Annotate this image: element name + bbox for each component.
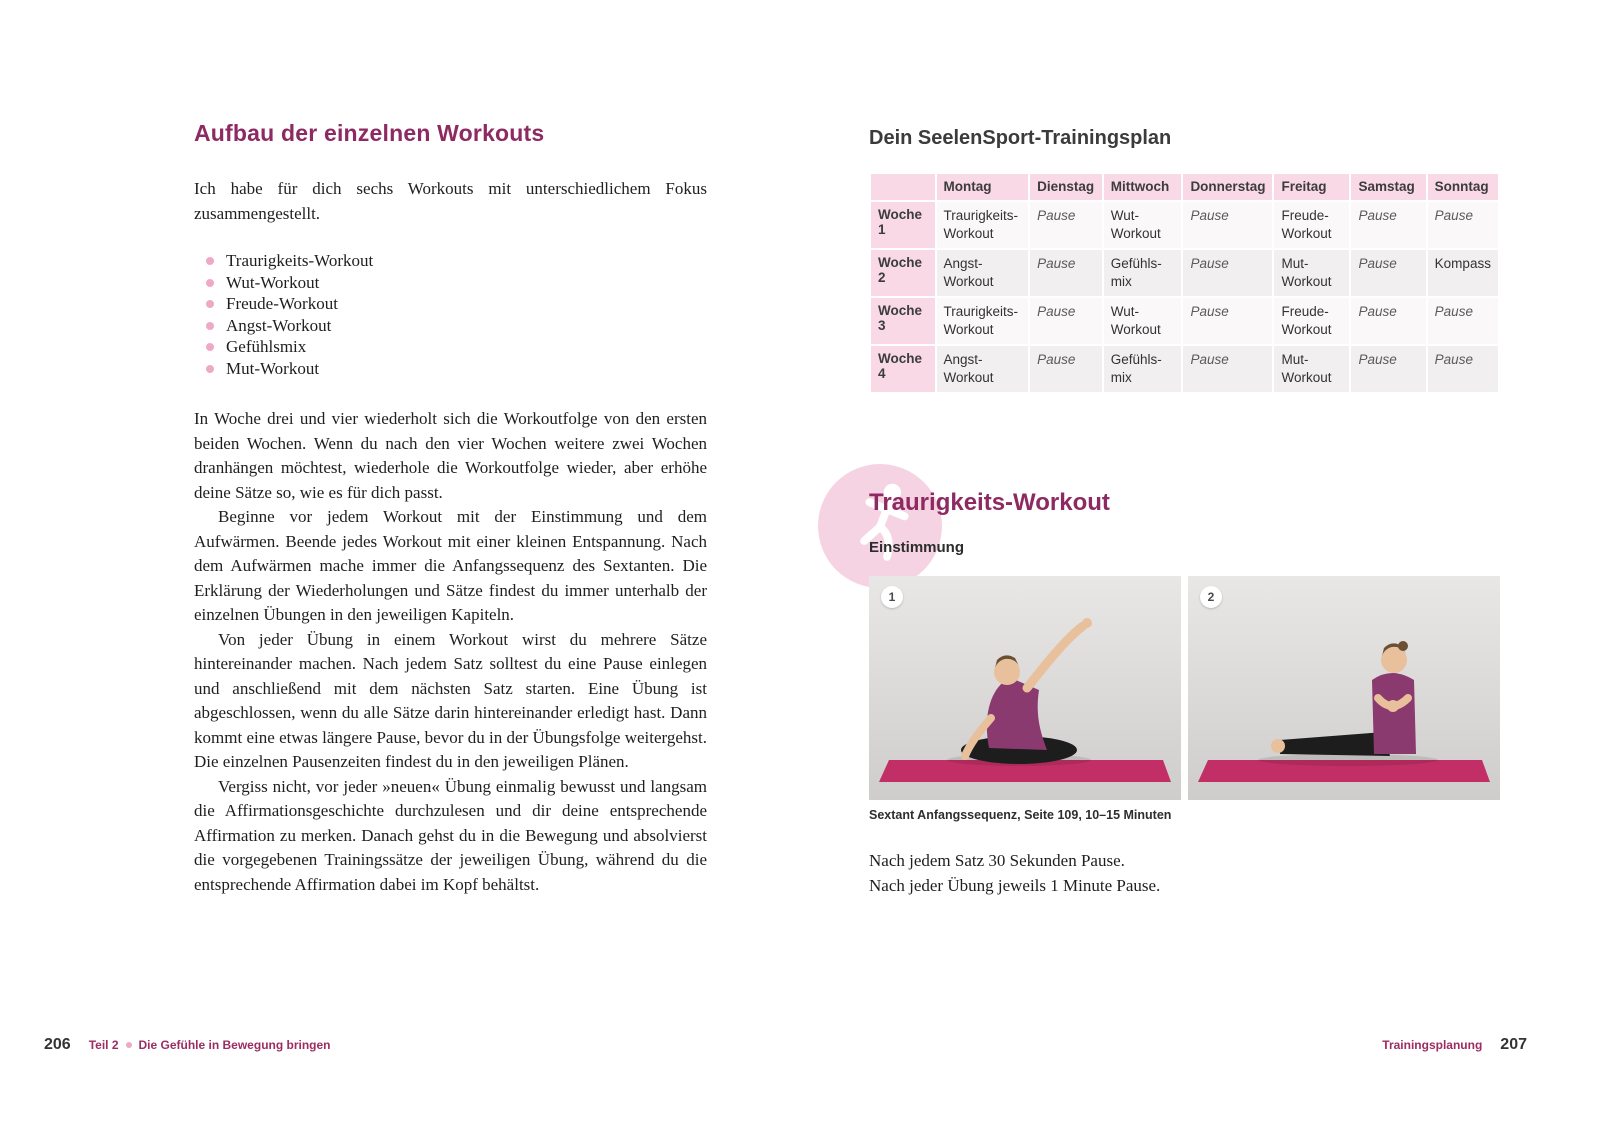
body-paragraph: Vergiss nicht, vor jeder »neuen« Übung einmalig bewusst und langsam die Affirmationsgeschichte durchzulesen und dir deine entsprechende Affirmation zu merken. Danach gehst du in die Bewegung und absolvierst die vorgegebenen Trainingssätze der jeweiligen Übung, während du die entsprechende Affirmation dabei im Kopf behältst. bbox=[194, 776, 707, 894]
table-cell: Pause bbox=[1029, 249, 1103, 297]
list-item: Angst-Workout bbox=[206, 315, 707, 337]
table-header-cell: Sonntag bbox=[1427, 173, 1499, 201]
table-cell: Pause bbox=[1182, 201, 1273, 249]
list-item: Mut-Workout bbox=[206, 358, 707, 380]
photo-number-badge: 1 bbox=[881, 586, 903, 608]
table-cell: Pause bbox=[1029, 297, 1103, 345]
running-title-right bbox=[1382, 1038, 1482, 1052]
table-cell: Pause bbox=[1350, 297, 1426, 345]
table-header-cell bbox=[870, 173, 936, 201]
workout-subheading: Einstimmung bbox=[869, 539, 965, 556]
table-cell: Kompass bbox=[1427, 249, 1499, 297]
table-cell: Pause bbox=[1182, 345, 1273, 393]
pause-line: Nach jedem Satz 30 Sekunden Pause. bbox=[869, 851, 1125, 870]
footer-title-label: Die Gefühle in Bewegung bringen bbox=[138, 1038, 331, 1052]
table-cell: Pause bbox=[1182, 297, 1273, 345]
trainings-plan-table bbox=[869, 172, 1500, 394]
table-cell: Pause bbox=[1350, 249, 1426, 297]
table-row bbox=[870, 201, 1499, 249]
running-title-left bbox=[89, 1038, 331, 1052]
exercise-photo-1 bbox=[869, 576, 1181, 800]
table-cell: Mut-Workout bbox=[1273, 249, 1350, 297]
table-cell: Gefühls-mix bbox=[1103, 249, 1183, 297]
table-cell: Traurigkeits-Workout bbox=[936, 201, 1030, 249]
table-header-cell: Samstag bbox=[1350, 173, 1426, 201]
footer-part-label: Teil 2 bbox=[88, 1038, 119, 1052]
table-cell: Pause bbox=[1427, 297, 1499, 345]
table-cell: Wut-Workout bbox=[1103, 297, 1183, 345]
left-footer bbox=[44, 1036, 331, 1054]
list-item: Freude-Workout bbox=[206, 293, 707, 315]
footer-title-label: Trainingsplanung bbox=[1382, 1038, 1483, 1052]
photo-number-badge: 2 bbox=[1200, 586, 1222, 608]
table-header-cell: Donnerstag bbox=[1182, 173, 1273, 201]
table-header-cell: Montag bbox=[936, 173, 1030, 201]
table-cell: Pause bbox=[1427, 201, 1499, 249]
table-header-cell: Dienstag bbox=[1029, 173, 1103, 201]
table-cell: Mut-Workout bbox=[1273, 345, 1350, 393]
week-label-cell: Woche 2 bbox=[870, 249, 936, 297]
table-cell: Angst-Workout bbox=[936, 345, 1030, 393]
page-number-right: 207 bbox=[1500, 1036, 1527, 1053]
table-header-cell: Mittwoch bbox=[1103, 173, 1183, 201]
workout-bullet-list bbox=[206, 250, 707, 379]
table-cell: Pause bbox=[1350, 201, 1426, 249]
list-item: Gefühlsmix bbox=[206, 336, 707, 358]
body-paragraph: Beginne vor jedem Workout mit der Einstimmung und dem Aufwärmen. Beende jedes Workout mit einer kleinen Entspannung. Nach dem Aufwärmen mache immer die Anfangssequenz des Sextanten. Die Erklärung der Wiederholungen und Sätze findest du immer unterhalb der einzelnen Übungen in den jeweiligen Kapiteln. bbox=[194, 507, 707, 624]
table-cell: Angst-Workout bbox=[936, 249, 1030, 297]
footer-dot-icon bbox=[126, 1042, 132, 1048]
intro-paragraph: Ich habe für dich sechs Workouts mit unterschiedlichem Fokus zusammengestellt. bbox=[194, 179, 707, 223]
list-item: Wut-Workout bbox=[206, 272, 707, 294]
table-cell: Freude-Workout bbox=[1273, 201, 1350, 249]
right-footer bbox=[1382, 1036, 1527, 1054]
list-item: Traurigkeits-Workout bbox=[206, 250, 707, 272]
body-paragraph: In Woche drei und vier wiederholt sich die Workoutfolge von den ersten beiden Wochen. Wenn du nach den vier Wochen weitere zwei Wochen dranhängen möchtest, wiederhole die Workoutfolge wieder, aber erhöhe deine Sätze so, wie es für dich passt. bbox=[194, 409, 707, 502]
photo-caption: Sextant Anfangssequenz, Seite 109, 10–15 Minuten bbox=[869, 808, 1172, 822]
pause-instructions bbox=[869, 848, 1160, 898]
table-row bbox=[870, 249, 1499, 297]
body-paragraph: Von jeder Übung in einem Workout wirst du mehrere Sätze hintereinander machen. Nach jedem Satz solltest du eine Pause einlegen und anschließend mit dem nächsten Satz starten. Eine Übung ist abgeschlossen, wenn du alle Sätze darin hintereinander erledigt hast. Dann kommt eine etwas längere Pause, bevor du in der Übungsfolge weitergehst. Die einzelnen Pausenzeiten findest du in den jeweiligen Plänen. bbox=[194, 629, 707, 771]
table-header-cell: Freitag bbox=[1273, 173, 1350, 201]
left-page-heading: Aufbau der einzelnen Workouts bbox=[194, 120, 545, 146]
table-cell: Freude-Workout bbox=[1273, 297, 1350, 345]
workout-heading: Traurigkeits-Workout bbox=[869, 489, 1110, 516]
table-cell: Pause bbox=[1350, 345, 1426, 393]
table-header-row bbox=[870, 173, 1499, 201]
table-cell: Pause bbox=[1029, 201, 1103, 249]
left-page-column bbox=[194, 120, 707, 897]
pause-line: Nach jeder Übung jeweils 1 Minute Pause. bbox=[869, 876, 1161, 895]
table-cell: Pause bbox=[1029, 345, 1103, 393]
table-cell: Traurigkeits-Workout bbox=[936, 297, 1030, 345]
runner-icon bbox=[818, 464, 942, 588]
table-cell: Wut-Workout bbox=[1103, 201, 1183, 249]
week-label-cell: Woche 4 bbox=[870, 345, 936, 393]
table-cell: Pause bbox=[1427, 345, 1499, 393]
exercise-photos bbox=[869, 576, 1500, 800]
table-row bbox=[870, 345, 1499, 393]
trainings-plan-heading: Dein SeelenSport-Trainingsplan bbox=[869, 127, 1172, 149]
week-label-cell: Woche 3 bbox=[870, 297, 936, 345]
table-row bbox=[870, 297, 1499, 345]
page-number-left: 206 bbox=[44, 1036, 71, 1053]
table-cell: Gefühls-mix bbox=[1103, 345, 1183, 393]
week-label-cell: Woche 1 bbox=[870, 201, 936, 249]
table-cell: Pause bbox=[1182, 249, 1273, 297]
exercise-photo-2 bbox=[1188, 576, 1500, 800]
